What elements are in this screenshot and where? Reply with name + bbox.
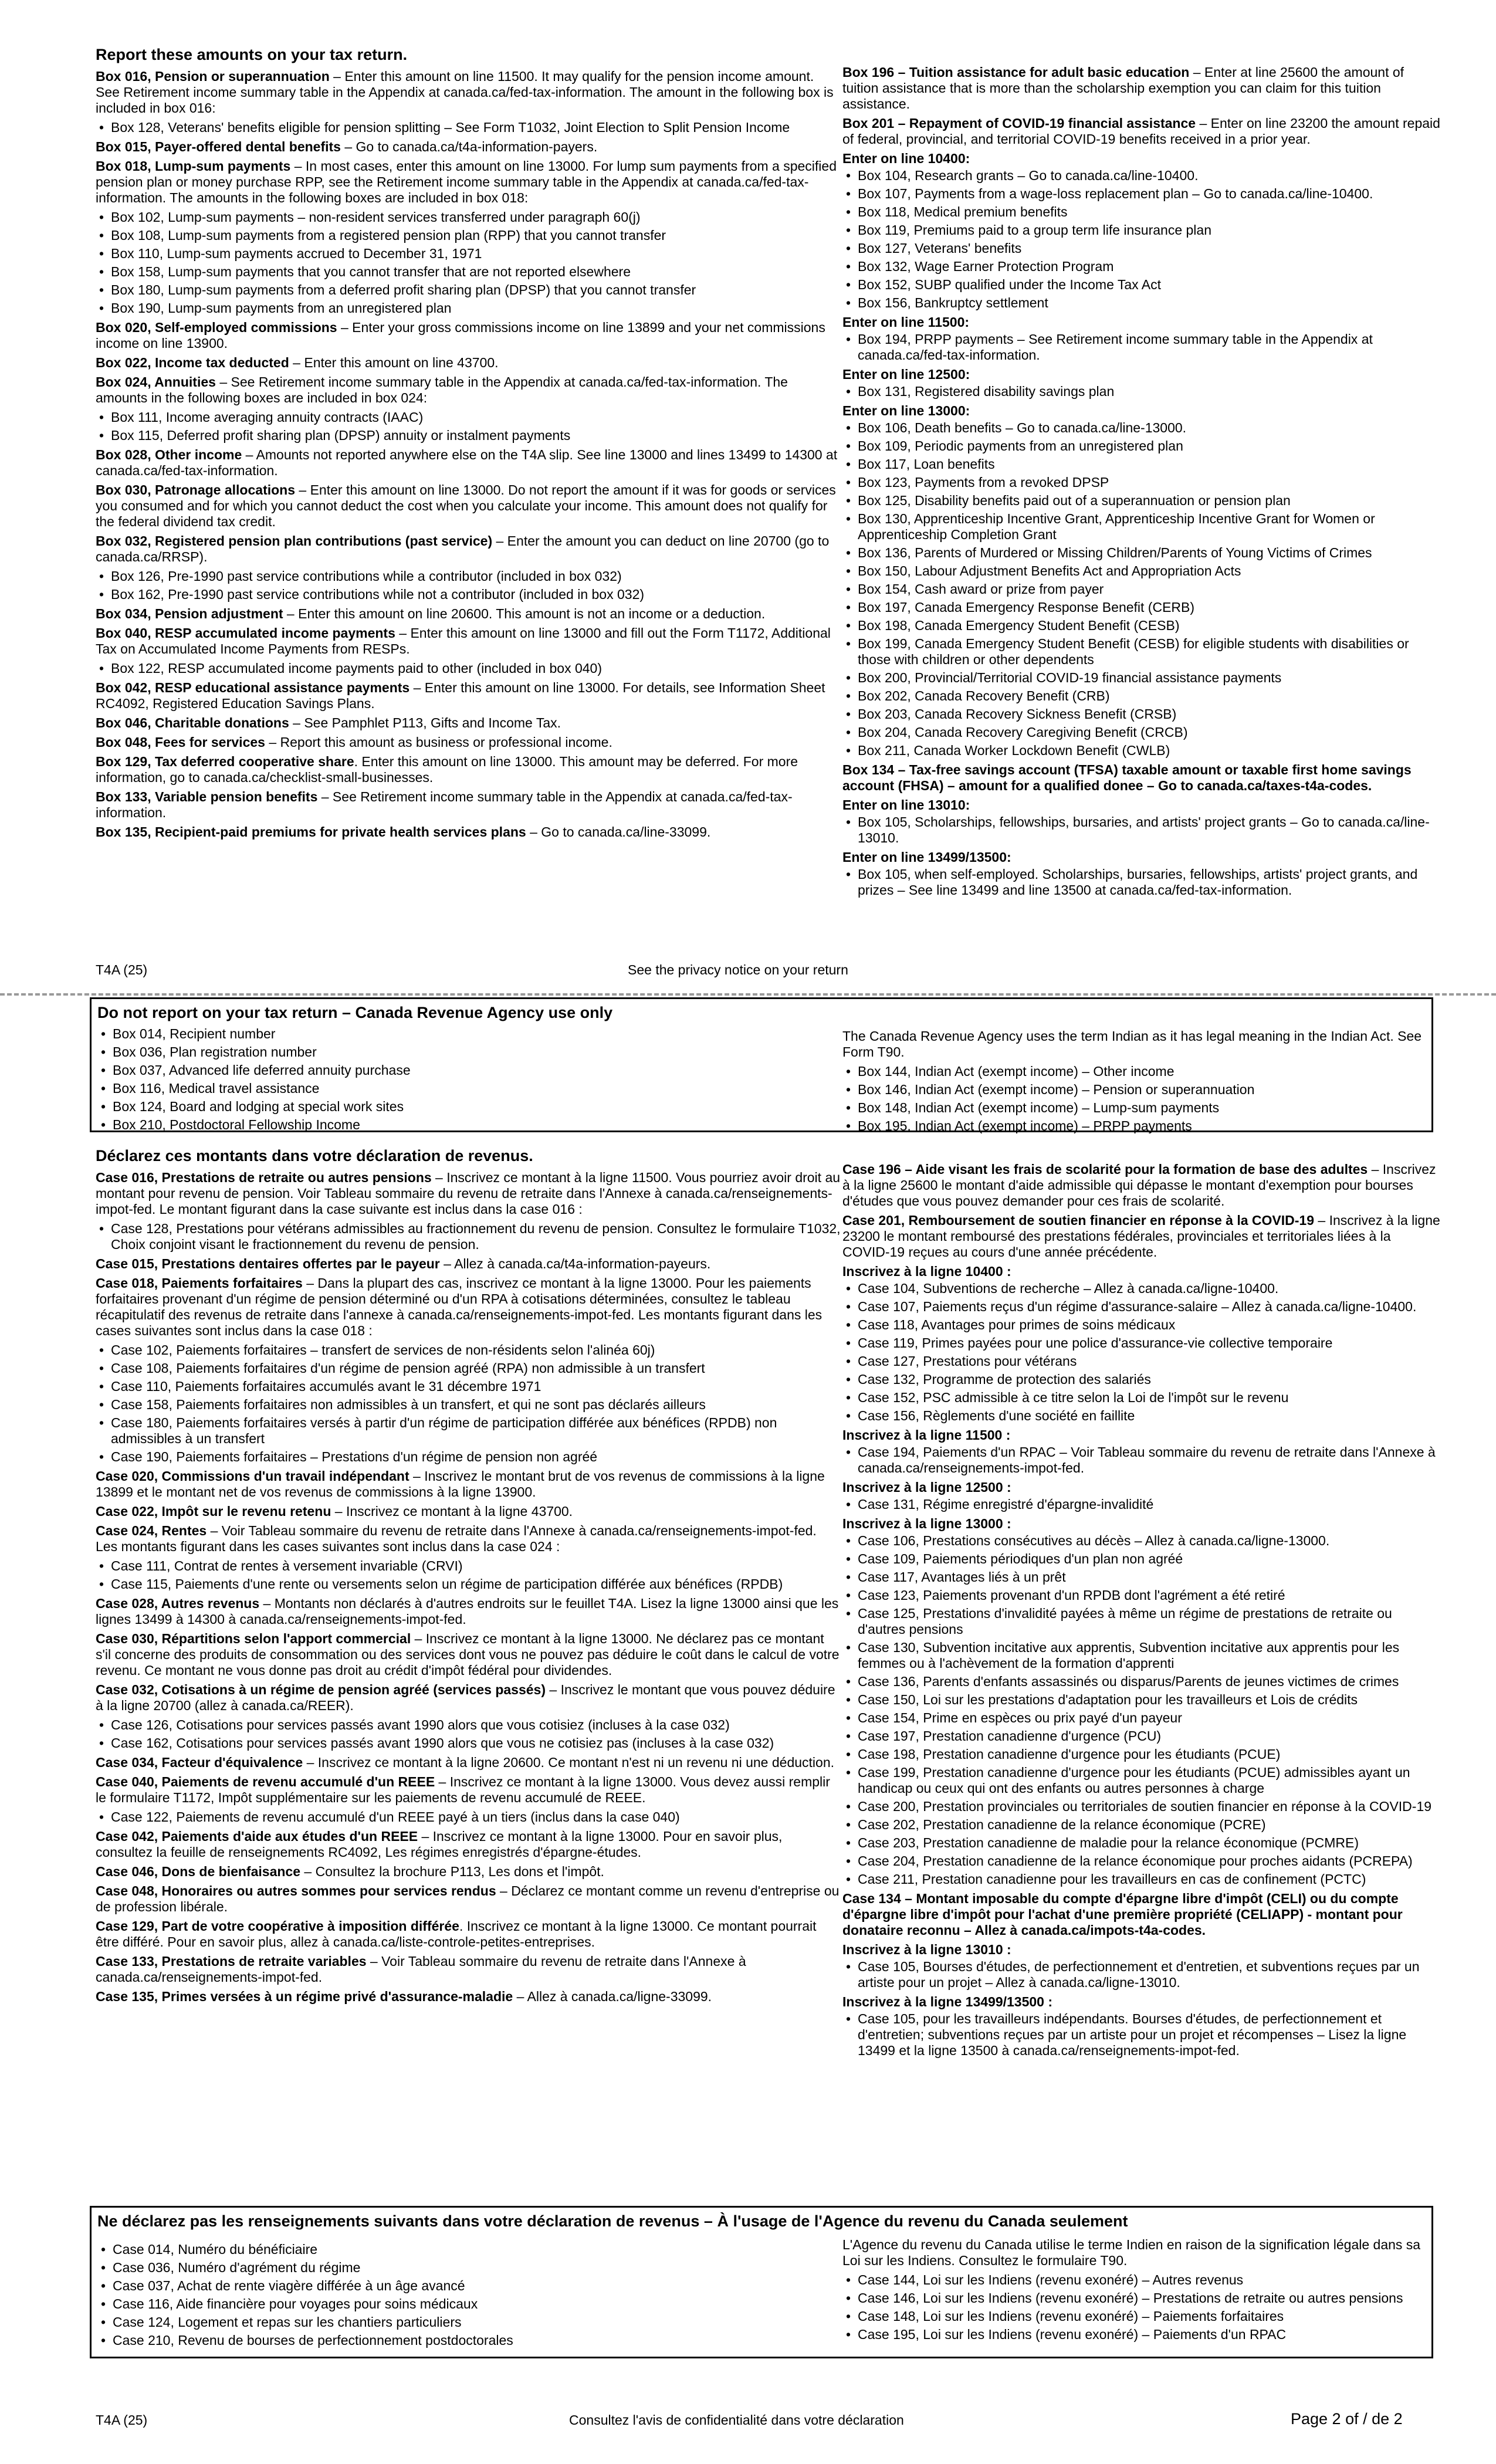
list-item: • Box 158, Lump-sum payments that you cannot transfer that are not reported elsewhere [96,264,841,280]
list-item: • Box 117, Loan benefits [842,456,1441,472]
list-item: • Case 194, Paiements d'un RPAC – Voir Tableau sommaire du revenu de retraite dans l'Annexe à canada.ca/renseignements-impot-fed. [842,1444,1441,1476]
list-item: • Case 152, PSC admissible à ce titre selon la Loi de l'impôt sur le revenu [842,1390,1441,1406]
paragraph [96,1755,841,1771]
fr-cra-use-only-box [90,2206,1433,2358]
box-description: – Allez à canada.ca/t4a-information-payeurs. [439,1256,711,1271]
line-heading: Inscrivez à la ligne 12500 : [842,1480,1011,1495]
list-item: • Box 119, Premiums paid to a group term life insurance plan [842,222,1441,238]
list-item: • Box 105, when self-employed. Scholarships, bursaries, fellowships, artists' project grants, and prizes – See line 13499 and line 13500 at canada.ca/fed-tax-information. [842,867,1441,898]
paragraph [842,1162,1441,1209]
bullet-list [842,1444,1441,1476]
list-item: • Box 199, Canada Emergency Student Benefit (CESB) for eligible students with disabilities or those with children or other dependents [842,636,1441,668]
paragraph [96,1468,841,1500]
paragraph [842,1891,1441,1938]
box-heading: Case 015, Prestations dentaires offertes par le payeur [96,1256,440,1271]
list-item: • Case 014, Numéro du bénéficiaire [97,2242,831,2257]
line-heading: Inscrivez à la ligne 13010 : [842,1942,1011,1957]
box-description: – Enter this amount on line 13000. Do not report the amount if it was for goods or services you consumed and for which you cannot deduct the cost when you calculate your income. This amount does not qualify for the federal dividend tax credit. [96,482,836,529]
list-item: • Box 195, Indian Act (exempt income) – PRPP payments [842,1118,1429,1134]
list-item: • Case 202, Prestation canadienne de la relance économique (PCRE) [842,1817,1441,1833]
box-heading: Case 135, Primes versées à un régime privé d'assurance-maladie [96,1989,513,2004]
fr-cra-left-list [97,2242,831,2351]
list-item: • Case 115, Paiements d'une rente ou versements selon un régime de participation différée aux bénéfices (RPDB) [96,1576,841,1592]
bullet-list [96,568,841,603]
box-description: – Inscrivez le montant brut de vos revenus de commissions à la ligne 13899 et le montant net de vos revenus de commissions à la ligne 13900. [96,1468,825,1500]
paragraph [96,320,841,351]
line-heading: Enter on line 13499/13500: [842,849,1011,865]
box-heading: Case 030, Répartitions selon l'apport commercial [96,1631,411,1646]
list-item: • Box 197, Canada Emergency Response Benefit (CERB) [842,600,1441,615]
box-description: – Voir Tableau sommaire du revenu de retraite dans l'Annexe à canada.ca/renseignements-impot-fed. Les montants figurant dans les cases suivantes sont inclus dans la case 024 : [96,1523,817,1554]
line-heading: Enter on line 12500: [842,367,970,382]
paragraph [96,1864,841,1880]
list-item: • Case 127, Prestations pour vétérans [842,1353,1441,1369]
list-item: • Case 203, Prestation canadienne de maladie pour la relance économique (PCMRE) [842,1835,1441,1851]
list-item: • Box 152, SUBP qualified under the Income Tax Act [842,277,1441,293]
list-item: • Box 107, Payments from a wage-loss replacement plan – Go to canada.ca/line-10400. [842,186,1441,202]
list-item: • Box 203, Canada Recovery Sickness Benefit (CRSB) [842,706,1441,722]
bullet-list [96,120,841,136]
en-left-content [96,69,841,840]
list-item: • Case 150, Loi sur les prestations d'adaptation pour les travailleurs et Lois de crédits [842,1692,1441,1708]
box-heading: Box 034, Pension adjustment [96,606,283,621]
list-item: • Case 198, Prestation canadienne d'urgence pour les étudiants (PCUE) [842,1747,1441,1762]
box-heading: Box 016, Pension or superannuation [96,69,330,84]
list-item: • Case 180, Paiements forfaitaires versés à partir d'un régime de participation différée aux bénéfices (RPDB) non admissibles à un transfert [96,1415,841,1447]
list-item: • Box 123, Payments from a revoked DPSP [842,475,1441,490]
box-description: – Enter this amount on line 20600. This amount is not an income or a deduction. [283,606,766,621]
list-item: • Box 014, Recipient number [97,1026,831,1042]
fr-section-title: Déclarez ces montants dans votre déclaration de revenus. [96,1147,533,1165]
list-item: • Box 104, Research grants – Go to canada.ca/line-10400. [842,168,1441,184]
list-item: • Case 119, Primes payées pour une police d'assurance-vie collective temporaire [842,1335,1441,1351]
list-item: • Box 146, Indian Act (exempt income) – Pension or superannuation [842,1082,1429,1098]
paragraph [96,1682,841,1714]
line-heading: Inscrivez à la ligne 10400 : [842,1264,1011,1279]
box-description: – Inscrivez le montant que vous pouvez déduire à la ligne 20700 (allez à canada.ca/REER). [96,1682,835,1713]
list-item: • Case 132, Programme de protection des salariés [842,1372,1441,1387]
bullet-list [842,420,1441,759]
paragraph [96,158,841,206]
list-item: • Box 130, Apprenticeship Incentive Grant, Apprenticeship Incentive Grant for Women or Apprenticeship Completion Grant [842,511,1441,543]
bullet-list [842,384,1441,400]
paragraph [96,824,841,840]
en-right-content [842,65,1441,898]
en-section-title: Report these amounts on your tax return. [96,46,408,63]
list-item: • Box 037, Advanced life deferred annuity purchase [97,1062,831,1078]
box-description: – Enter your gross commissions income on line 13899 and your net commissions income on line 13900. [96,320,825,351]
box-description: – Enter the amount you can deduct on line 20700 (go to canada.ca/RRSP). [96,533,830,564]
paragraph [96,1170,841,1217]
box-description: – Dans la plupart des cas, inscrivez ce montant à la ligne 13000. Pour les paiements forfaitaires provenant d'un régime de pension déterminé ou d'un RPA à cotisations déterminées, consultez le tableau récapitulatif des revenus de retraite dans l'annexe à canada.ca/renseignements-impot-fed. Les montants figurant dans les cases suivantes sont inclus dans la case 018 : [96,1275,823,1338]
list-item: • Case 200, Prestation provinciales ou territoriales de soutien financier en réponse à la COVID-19 [842,1799,1441,1815]
box-heading: Case 028, Autres revenus [96,1596,260,1611]
box-description: – Inscrivez à la ligne 25600 le montant d'aide admissible qui dépasse le montant d'exemption pour bourses d'études que vous pouvez demander pour ces frais de scolarité. [842,1162,1436,1209]
fr-right-content [842,1162,1441,2059]
box-description: – Enter this amount on line 13000. For details, see Information Sheet RC4092, Registered Education Savings Plans. [96,680,825,711]
paragraph [96,1275,841,1339]
box-heading: Box 201 – Repayment of COVID-19 financial assistance [842,116,1196,131]
paragraph [96,1829,841,1860]
en-cra-title: Do not report on your tax return – Canada Revenue Agency use only [97,1004,613,1021]
box-description: – Go to canada.ca/line-33099. [526,824,711,840]
list-item: • Box 102, Lump-sum payments – non-resident services transferred under paragraph 60(j) [96,209,841,225]
list-item: • Box 144, Indian Act (exempt income) – Other income [842,1064,1429,1079]
box-heading: Box 032, Registered pension plan contributions (past service) [96,533,493,549]
list-item: • Box 105, Scholarships, fellowships, bursaries, and artists' project grants – Go to canada.ca/line-13010. [842,814,1441,846]
box-heading: Case 040, Paiements de revenu accumulé d'un REEE [96,1774,435,1789]
box-heading: Case 201, Remboursement de soutien financier en réponse à la COVID-19 [842,1213,1314,1228]
list-item: • Case 118, Avantages pour primes de soins médicaux [842,1317,1441,1333]
list-item: • Case 108, Paiements forfaitaires d'un régime de pension agréé (RPA) non admissible à un transfert [96,1360,841,1376]
paragraph [842,1213,1441,1260]
box-heading: Box 018, Lump-sum payments [96,158,291,174]
paragraph [96,625,841,657]
list-item: • Case 146, Loi sur les Indiens (revenu exonéré) – Prestations de retraite ou autres pensions [842,2290,1429,2306]
line-heading: Enter on line 11500: [842,314,970,330]
fr-footer-privacy-notice: Consultez l'avis de confidentialité dans votre déclaration [569,2412,904,2428]
bullet-list [842,168,1441,311]
list-item: • Case 131, Régime enregistré d'épargne-invalidité [842,1497,1441,1512]
list-item: • Box 128, Veterans' benefits eligible for pension splitting – See Form T1032, Joint Election to Split Pension Income [96,120,841,136]
list-item: • Case 105, pour les travailleurs indépendants. Bourses d'études, de perfectionnement et d'entretien; subventions reçues par un artiste pour un projet et récompenses – Lisez la ligne 13499 et la ligne 13500 à canada.ca/renseignements-impot-fed. [842,2011,1441,2059]
list-item: • Case 123, Paiements provenant d'un RPDB dont l'agrément a été retiré [842,1588,1441,1603]
line-heading: Inscrivez à la ligne 13000 : [842,1516,1011,1531]
en-cra-use-only-box [90,997,1433,1132]
list-item: • Box 211, Canada Worker Lockdown Benefit (CWLB) [842,743,1441,759]
list-item: • Case 158, Paiements forfaitaires non admissibles à un transfert, et qui ne sont pas déclarés ailleurs [96,1397,841,1413]
paragraph [96,715,841,731]
paragraph [96,374,841,406]
list-item: • Box 108, Lump-sum payments from a registered pension plan (RPP) that you cannot transfer [96,228,841,243]
fr-left-column [96,1147,841,2008]
paragraph [96,139,841,155]
paragraph [96,1774,841,1806]
bullet-list [96,1558,841,1592]
box-description: – Voir Tableau sommaire du revenu de retraite dans l'Annexe à canada.ca/renseignements-impot-fed. [96,1954,746,1985]
box-heading: Case 032, Cotisations à un régime de pension agréé (services passés) [96,1682,546,1697]
box-description: . Inscrivez ce montant à la ligne 13000. Ce montant pourrait être différé. Pour en savoir plus, allez à canada.ca/liste-controle-petites-entreprises. [96,1918,817,1949]
list-item: • Box 036, Plan registration number [97,1044,831,1060]
list-item: • Case 111, Contrat de rentes à versement invariable (CRVI) [96,1558,841,1574]
fr-cra-right-list [842,2272,1429,2343]
bullet-list [842,1533,1441,1887]
paragraph [96,754,841,786]
box-description: – Consultez la brochure P113, Les dons et l'impôt. [300,1864,604,1879]
list-item: • Box 210, Postdoctoral Fellowship Income [97,1117,831,1133]
box-heading: Case 018, Paiements forfaitaires [96,1275,303,1291]
list-item: • Box 106, Death benefits – Go to canada.ca/line-13000. [842,420,1441,436]
list-item: • Case 162, Cotisations pour services passés avant 1990 alors que vous ne cotisiez pas (incluses à la case 032) [96,1735,841,1751]
bullet-list [842,814,1441,846]
paragraph [96,789,841,821]
list-item: • Case 036, Numéro d'agrément du régime [97,2260,831,2276]
paragraph [96,1954,841,1985]
list-item: • Box 156, Bankruptcy settlement [842,295,1441,311]
box-heading: Case 196 – Aide visant les frais de scolarité pour la formation de base des adultes [842,1162,1368,1177]
paragraph [96,69,841,116]
list-item: • Box 148, Indian Act (exempt income) – Lump-sum payments [842,1100,1429,1116]
box-heading: Case 034, Facteur d'équivalence [96,1755,303,1770]
line-heading: Inscrivez à la ligne 11500 : [842,1427,1011,1443]
list-item: • Case 199, Prestation canadienne d'urgence pour les étudiants (PCUE) admissibles ayant un handicap ou ceux qui ont des enfants ou autres personnes à charge [842,1765,1441,1796]
list-item: • Box 132, Wage Earner Protection Program [842,259,1441,275]
bullet-list [96,1221,841,1253]
box-description: – Allez à canada.ca/ligne-33099. [513,1989,712,2004]
list-item: • Case 210, Revenu de bourses de perfectionnement postdoctorales [97,2333,831,2348]
list-item: • Case 211, Prestation canadienne pour les travailleurs en cas de confinement (PCTC) [842,1871,1441,1887]
bullet-list [96,1342,841,1465]
list-item: • Case 148, Loi sur les Indiens (revenu exonéré) – Paiements forfaitaires [842,2309,1429,2324]
paragraph [842,762,1441,794]
list-item: • Box 190, Lump-sum payments from an unregistered plan [96,300,841,316]
box-description: – Enter this amount on line 11500. It may qualify for the pension income amount. See Retirement income summary table in the Appendix at canada.ca/fed-tax-information. The amount in the following box is included in box 016: [96,69,834,116]
box-heading: Case 129, Part de votre coopérative à imposition différée [96,1918,459,1934]
box-description: – Montants non déclarés à d'autres endroits sur le feuillet T4A. Lisez la ligne 13000 ainsi que les lignes 13499 à 14300 à canada.ca/renseignements-impot-fed. [96,1596,839,1627]
box-description: – See Retirement income summary table in the Appendix at canada.ca/fed-tax-information. [96,789,793,820]
bullet-list [96,209,841,316]
box-description: – Inscrivez à la ligne 23200 le montant remboursé des prestations fédérales, provinciales et territoriales liées à la COVID-19 reçues au cours d'une année précédente. [842,1213,1440,1260]
tear-line-divider [0,993,1496,996]
list-item: • Case 110, Paiements forfaitaires accumulés avant le 31 décembre 1971 [96,1379,841,1395]
list-item: • Box 194, PRPP payments – See Retirement income summary table in the Appendix at canada.ca/fed-tax-information. [842,331,1441,363]
box-heading: Box 048, Fees for services [96,735,265,750]
box-description: – Inscrivez ce montant à la ligne 43700. [331,1504,573,1519]
paragraph [96,1989,841,2005]
box-heading: Box 135, Recipient-paid premiums for private health services plans [96,824,526,840]
bullet-list [842,1497,1441,1512]
list-item: • Box 198, Canada Emergency Student Benefit (CESB) [842,618,1441,634]
paragraph [96,355,841,371]
list-item: • Box 111, Income averaging annuity contracts (IAAC) [96,409,841,425]
box-heading: Box 196 – Tuition assistance for adult basic education [842,65,1190,80]
bullet-list [842,1281,1441,1424]
list-item: • Box 124, Board and lodging at special work sites [97,1099,831,1115]
list-item: • Case 156, Règlements d'une société en faillite [842,1408,1441,1424]
list-item: • Box 180, Lump-sum payments from a deferred profit sharing plan (DPSP) that you cannot transfer [96,282,841,298]
line-heading: Inscrivez à la ligne 13499/13500 : [842,1994,1053,2009]
box-description: – See Retirement income summary table in the Appendix at canada.ca/fed-tax-information. The amounts in the following boxes are included in box 024: [96,374,788,405]
bullet-list [96,661,841,676]
box-description: – Amounts not reported anywhere else on the T4A slip. See line 13000 and lines 13499 to 14300 at canada.ca/fed-tax-information. [96,447,838,478]
box-heading: Case 133, Prestations de retraite variables [96,1954,367,1969]
paragraph [96,447,841,479]
list-item: • Box 125, Disability benefits paid out of a superannuation or pension plan [842,493,1441,509]
box-description: – Inscrivez ce montant à la ligne 13000. Ne déclarez pas ce montant s'il concerne des produits de consommation ou des services dont vous ne pouvez pas déduire le coût dans le calcul de votre revenu. Ce montant ne vous donne pas droit au crédit d'impôt fédéral pour dividendes. [96,1631,840,1678]
box-heading: Case 048, Honoraires ou autres sommes pour services rendus [96,1883,496,1898]
en-cra-left-list [97,1026,831,1135]
box-heading: Case 020, Commissions d'un travail indépendant [96,1468,409,1484]
box-heading: Box 020, Self-employed commissions [96,320,337,335]
box-description: – Report this amount as business or professional income. [265,735,612,750]
page-number: Page 2 of / de 2 [1291,2410,1403,2428]
fr-left-content [96,1170,841,2005]
list-item: • Box 126, Pre-1990 past service contributions while a contributor (included in box 032) [96,568,841,584]
en-left-column [96,46,841,844]
paragraph [96,1918,841,1950]
list-item: • Case 190, Paiements forfaitaires – Prestations d'un régime de pension non agréé [96,1449,841,1465]
box-heading: Box 042, RESP educational assistance payments [96,680,410,695]
box-heading: Box 030, Patronage allocations [96,482,296,497]
paragraph [96,1523,841,1555]
box-heading: Box 015, Payer-offered dental benefits [96,139,341,154]
list-item: • Case 107, Paiements reçus d'un régime d'assurance-salaire – Allez à canada.ca/ligne-10400. [842,1299,1441,1315]
list-item: • Case 126, Cotisations pour services passés avant 1990 alors que vous cotisiez (incluses à la case 032) [96,1717,841,1733]
paragraph [96,1256,841,1272]
box-heading: Box 024, Annuities [96,374,216,390]
list-item: • Box 109, Periodic payments from an unregistered plan [842,438,1441,454]
box-description: – Inscrivez ce montant à la ligne 20600. Ce montant n'est ni un revenu ni une déduction. [303,1755,834,1770]
box-description: – Enter at line 25600 the amount of tuition assistance that is more than the scholarship exemption you can claim for this tuition assistance. [842,65,1404,111]
bullet-list [842,1959,1441,1991]
fr-cra-title: Ne déclarez pas les renseignements suivants dans votre déclaration de revenus – À l'usage de l'Agence du revenu du Canada seulement [97,2212,1128,2230]
paragraph [96,680,841,712]
list-item: • Case 109, Paiements périodiques d'un plan non agréé [842,1551,1441,1567]
box-heading: Case 024, Rentes [96,1523,207,1538]
list-item: • Box 204, Canada Recovery Caregiving Benefit (CRCB) [842,725,1441,740]
paragraph [96,1883,841,1915]
paragraph [842,116,1441,147]
list-item: • Case 195, Loi sur les Indiens (revenu exonéré) – Paiements d'un RPAC [842,2327,1429,2343]
list-item: • Case 037, Achat de rente viagère différée à un âge avancé [97,2278,831,2294]
en-footer-privacy-notice: See the privacy notice on your return [628,962,848,977]
list-item: • Box 162, Pre-1990 past service contributions while not a contributor (included in box 032) [96,587,841,603]
list-item: • Case 204, Prestation canadienne de la relance économique pour proches aidants (PCREPA) [842,1853,1441,1869]
box-description: – Inscrivez ce montant à la ligne 11500. Vous pourriez avoir droit au montant pour revenu de pension. Voir Tableau sommaire du revenu de retraite dans l'Annexe à canada.ca/renseignements-impot-fed. Le montant figurant dans la case suivante est inclus dans la case 016 : [96,1170,841,1217]
list-item: • Case 104, Subventions de recherche – Allez à canada.ca/ligne-10400. [842,1281,1441,1297]
box-description: – Inscrivez ce montant à la ligne 13000. Vous devez aussi remplir le formulaire T1172, Impôt supplémentaire sur les paiements de revenu accumulé de REEE. [96,1774,830,1805]
list-item: • Box 110, Lump-sum payments accrued to December 31, 1971 [96,246,841,262]
list-item: • Case 102, Paiements forfaitaires – transfert de services de non-résidents selon l'alinéa 60j) [96,1342,841,1358]
bullet-list [96,1717,841,1751]
box-description: – Déclarez ce montant comme un revenu d'entreprise ou de profession libérale. [96,1883,840,1914]
box-heading: Case 022, Impôt sur le revenu retenu [96,1504,331,1519]
list-item: • Box 136, Parents of Murdered or Missing Children/Parents of Young Victims of Crimes [842,545,1441,561]
box-heading: Box 046, Charitable donations [96,715,289,730]
list-item: • Case 106, Prestations consécutives au décès – Allez à canada.ca/ligne-13000. [842,1533,1441,1549]
list-item: • Case 122, Paiements de revenu accumulé d'un REEE payé à un tiers (inclus dans la case 040) [96,1809,841,1825]
box-heading: Box 129, Tax deferred cooperative share [96,754,354,769]
list-item: • Box 150, Labour Adjustment Benefits Act and Appropriation Acts [842,563,1441,579]
box-description: – In most cases, enter this amount on line 13000. For lump sum payments from a specified pension plan or money purchase RPP, see the Retirement income summary table in the Appendix at canada.ca/fed-tax-information. The amounts in the following boxes are included in box 018: [96,158,837,205]
bullet-list [842,2011,1441,2059]
en-footer-form-id: T4A (25) [96,962,148,977]
bullet-list [842,867,1441,898]
fr-cra-indian-note: L'Agence du revenu du Canada utilise le terme Indien en raison de la signification légale dans sa Loi sur les Indiens. Consultez le formulaire T90. [842,2237,1421,2268]
box-description: – Enter this amount on line 13000 and fill out the Form T1172, Additional Tax on Accumulated Income Payments from RESPs. [96,625,831,656]
box-heading: Box 134 – Tax-free savings account (TFSA) taxable amount or taxable first home savings account (FHSA) – amount for a qualified donee – Go to canada.ca/taxes-t4a-codes. [842,762,1412,793]
list-item: • Case 144, Loi sur les Indiens (revenu exonéré) – Autres revenus [842,2272,1429,2288]
list-item: • Box 131, Registered disability savings plan [842,384,1441,400]
line-heading: Enter on line 13010: [842,797,970,813]
list-item: • Case 125, Prestations d'invalidité payées à même un régime de prestations de retraite ou d'autres pensions [842,1606,1441,1637]
paragraph [96,533,841,565]
bullet-list [842,331,1441,363]
list-item: • Box 115, Deferred profit sharing plan (DPSP) annuity or instalment payments [96,428,841,444]
paragraph [96,1631,841,1678]
box-heading: Case 016, Prestations de retraite ou autres pensions [96,1170,432,1185]
box-description: – Enter on line 23200 the amount repaid of federal, provincial, and territorial COVID-19 benefits received in a prior year. [842,116,1440,147]
box-heading: Box 040, RESP accumulated income payments [96,625,395,641]
bullet-list [96,1809,841,1825]
list-item: • Box 154, Cash award or prize from payer [842,581,1441,597]
list-item: • Case 136, Parents d'enfants assassinés ou disparus/Parents de jeunes victimes de crimes [842,1674,1441,1690]
en-cra-indian-note: The Canada Revenue Agency uses the term Indian as it has legal meaning in the Indian Act. See Form T90. [842,1028,1422,1060]
paragraph [96,1504,841,1519]
box-description: – Go to canada.ca/t4a-information-payers. [340,139,598,154]
list-item: • Box 200, Provincial/Territorial COVID-19 financial assistance payments [842,670,1441,686]
paragraph [96,482,841,530]
list-item: • Case 154, Prime en espèces ou prix payé d'un payeur [842,1710,1441,1726]
list-item: • Case 130, Subvention incitative aux apprentis, Subvention incitative aux apprentis pour les femmes ou à l'achèvement de la formation d'apprenti [842,1640,1441,1671]
list-item: • Box 116, Medical travel assistance [97,1081,831,1096]
paragraph [96,606,841,622]
box-heading: Case 046, Dons de bienfaisance [96,1864,300,1879]
en-right-column [842,65,1441,902]
box-description: – Inscrivez ce montant à la ligne 13000. Pour en savoir plus, consultez la feuille de renseignements RC4092, Les régimes enregistrés d'épargne-études. [96,1829,783,1860]
box-description: . Enter this amount on line 13000. This amount may be deferred. For more information, go to canada.ca/checklist-small-businesses. [96,754,798,785]
list-item: • Box 118, Medical premium benefits [842,204,1441,220]
box-heading: Case 042, Paiements d'aide aux études d'un REEE [96,1829,418,1844]
box-heading: Box 028, Other income [96,447,242,462]
box-heading: Box 133, Variable pension benefits [96,789,318,804]
paragraph [842,65,1441,112]
list-item: • Case 117, Avantages liés à un prêt [842,1569,1441,1585]
list-item: • Box 202, Canada Recovery Benefit (CRB) [842,688,1441,704]
box-heading: Box 022, Income tax deducted [96,355,289,370]
line-heading: Enter on line 10400: [842,151,970,166]
list-item: • Case 116, Aide financière pour voyages pour soins médicaux [97,2296,831,2312]
list-item: • Case 197, Prestation canadienne d'urgence (PCU) [842,1728,1441,1744]
list-item: • Case 124, Logement et repas sur les chantiers particuliers [97,2314,831,2330]
box-heading: Case 134 – Montant imposable du compte d'épargne libre d'impôt (CELI) ou du compte d'épargne libre d'impôt pour l'achat d'une première propriété (CELIAPP) - montant pour donataire reconnu – Allez à canada.ca/impots-t4a-codes. [842,1891,1403,1938]
paragraph [96,735,841,750]
bullet-list [96,409,841,444]
box-description: – Enter this amount on line 43700. [289,355,499,370]
list-item: • Case 105, Bourses d'études, de perfectionnement et d'entretien, et subventions reçues par un artiste pour un projet – Allez à canada.ca/ligne-13010. [842,1959,1441,1991]
en-cra-right-list [842,1064,1429,1134]
fr-footer-form-id: T4A (25) [96,2412,148,2428]
line-heading: Enter on line 13000: [842,403,970,418]
list-item: • Box 122, RESP accumulated income payments paid to other (included in box 040) [96,661,841,676]
box-description: – See Pamphlet P113, Gifts and Income Tax. [289,715,561,730]
list-item: • Box 127, Veterans' benefits [842,241,1441,256]
fr-right-column [842,1162,1441,2062]
paragraph [96,1596,841,1627]
list-item: • Case 128, Prestations pour vétérans admissibles au fractionnement du revenu de pension. Consultez le formulaire T1032, Choix conjoint visant le fractionnement du revenu de pension. [96,1221,841,1253]
